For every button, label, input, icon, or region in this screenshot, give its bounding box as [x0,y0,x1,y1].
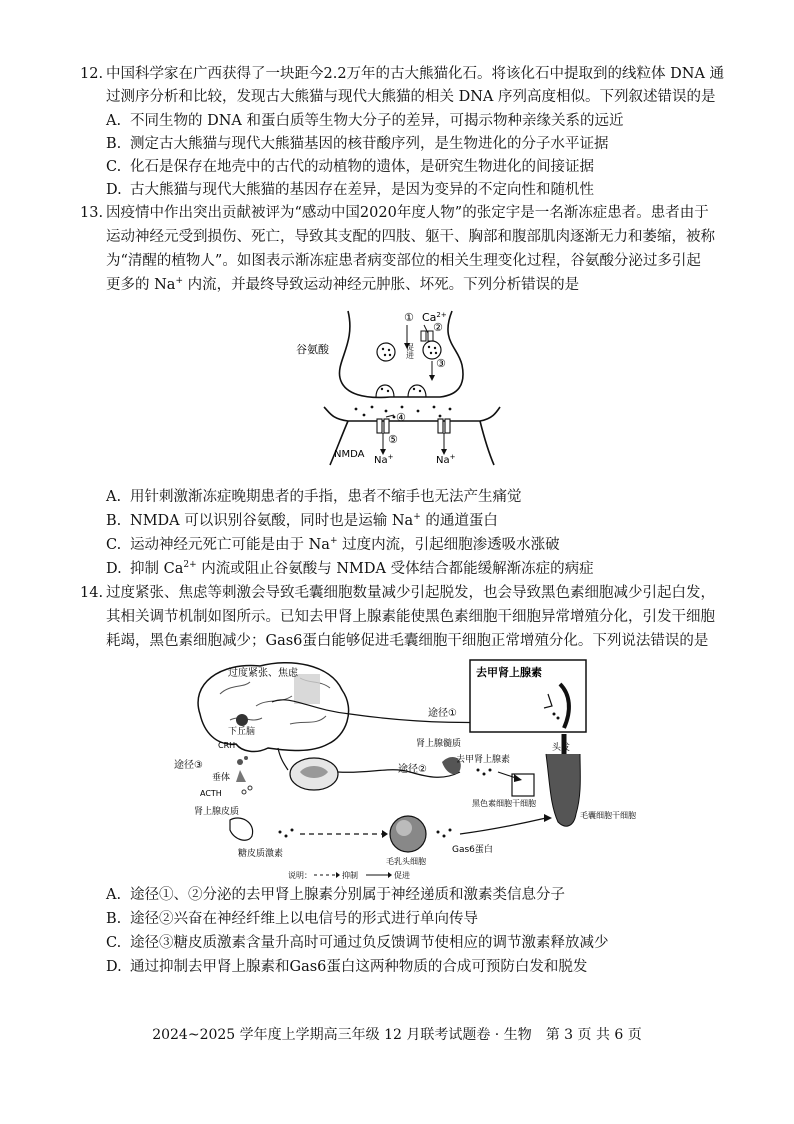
legend-inhibit: 抑制 [342,871,358,880]
option-text: 运动神经元死亡可能是由于 Na [130,537,330,553]
option-key: A. [106,887,122,903]
na-charge: + [449,453,456,461]
q13-stem-line-2: 运动神经元受到损伤、死亡，导致其支配的四肢、躯干、胸部和腹部肌肉逐渐无力和萎缩，被称 [106,229,715,245]
option-text: 途径②兴奋在神经纤维上以电信号的形式进行单向传导 [130,911,478,927]
option-key: B. [106,513,122,529]
option-key: B. [106,911,122,927]
receptor [438,419,443,433]
hypothalamus-icon [236,714,248,726]
q13-option-b [106,511,498,531]
follicle-stem-label: 毛囊细胞干细胞 [580,811,636,820]
q12-option-a [106,111,624,131]
superscript: + [413,512,421,523]
option-key: A. [106,113,122,129]
option-key: C. [106,935,122,951]
route3-label: 途径③ [174,760,203,771]
q13-option-a [106,487,522,507]
adrenal-cortex-icon [230,818,253,840]
na-label-1 [374,453,394,466]
superscript: 2+ [183,560,197,571]
superscript: + [329,536,338,547]
hypothalamus-label: 下丘脑 [228,727,256,737]
hair-regulation-figure [160,654,640,884]
option-text: NMDA 可以识别谷氨酸，同时也是运输 Na [130,513,414,529]
q14-stem-line-2: 其相关调节机制如图所示。已知去甲肾上腺素能使黑色素细胞干细胞异常增殖分化，引发干细胞 [106,609,715,625]
stress-label: 过度紧张、焦虑 [228,668,298,679]
q14-option-b [106,909,478,929]
inset-title: 去甲肾上腺素 [476,666,542,679]
na-label-2 [436,453,456,466]
option-key: D. [106,182,122,198]
option-key: C. [106,537,122,553]
option-key: D. [106,959,122,975]
hair-label: 头发 [552,743,571,753]
legend-promote: 促进 [394,871,410,880]
label-5: ⑤ [388,433,398,446]
q12-stem-line-1: 中国科学家在广西获得了一块距今2.2万年的古大熊猫化石。将该化石中提取到的线粒体 DNA 通 [106,66,725,82]
option-text: 过度内流，引起细胞渗透吸水涨破 [337,537,560,553]
q12-option-c [106,157,594,177]
pituitary-icon [236,770,246,782]
label-2: ② [433,321,443,334]
option-key: B. [106,136,122,152]
label-3: ③ [436,357,446,370]
option-text: 通过抑制去甲肾上腺素和Gas6蛋白这两种物质的合成可预防白发和脱发 [130,959,588,975]
option-text: 途径①、②分泌的去甲肾上腺素分别属于神经递质和激素类信息分子 [130,887,565,903]
glucocorticoid-label: 糖皮质激素 [238,849,284,859]
label-4: ④ [396,411,406,424]
option-text: 测定古大熊猫与现代大熊猫基因的核苷酸序列，是生物进化的分子水平证据 [130,136,609,152]
q12-stem-line-2: 过测序分析和比较，发现古大熊猫与现代大熊猫的相关 DNA 序列高度相似。下列叙述错误的是 [106,89,716,105]
option-key: D. [106,561,122,577]
adrenal-medulla-label: 肾上腺髓质 [416,739,462,749]
route2-label: 途径② [398,764,427,775]
ca-symbol: Ca [422,311,437,324]
crh-label: CRH [218,741,236,750]
option-text: 不同生物的 DNA 和蛋白质等生物大分子的差异，可揭示物种亲缘关系的远近 [130,113,624,129]
option-key: A. [106,489,122,505]
option-text: 用针刺激渐冻症晚期患者的手指，患者不缩手也无法产生痛觉 [130,489,522,505]
q12-option-b [106,134,609,154]
postsynaptic-membrane [324,407,500,421]
superscript: + [175,276,183,287]
page-footer: 2024~2025 学年度上学期高三年级 12 月联考试题卷 · 生物 第 3 页 共 6 页 [152,1027,642,1043]
q14-stem-line-1: 过度紧张、焦虑等刺激会导致毛囊细胞数量减少引起脱发，也会导致黑色素细胞减少引起白发， [106,585,715,601]
hair-follicle-icon [546,754,580,826]
option-text: 内流或阻止谷氨酸与 NMDA 受体结合都能缓解渐冻症的病症 [196,561,594,577]
promote-label: 促进 [405,343,415,359]
q13-option-c [106,535,560,555]
q12-number: 12. [80,66,104,82]
option-text: 的通道蛋白 [420,513,498,529]
text: 更多的 Na [106,277,176,293]
q12-option-d [106,180,594,200]
synapse-figure [290,303,510,473]
q14-stem-line-3: 耗竭，黑色素细胞减少；Gas6蛋白能够促进毛囊细胞干细胞正常增殖分化。下列说法错误的是 [106,633,709,649]
label-1: ① [404,311,414,324]
route1-label: 途径① [428,708,457,719]
na-symbol: Na [374,455,388,466]
glutamate-label: 谷氨酸 [296,343,329,356]
q14-option-d [106,957,587,977]
q14-number: 14. [80,585,104,601]
option-text: 途径③糖皮质激素含量升高时可通过负反馈调节使相应的调节激素释放减少 [130,935,609,951]
na-charge: + [387,453,394,461]
norepinephrine-label: 去甲肾上腺素 [456,755,511,765]
pituitary-label: 垂体 [212,773,231,783]
dermal-papilla-label: 毛乳头细胞 [386,857,426,866]
option-text: 抑制 Ca [130,561,184,577]
presynaptic-membrane [339,311,463,397]
option-text: 化石是保存在地壳中的古代的动植物的遗体，是研究生物进化的间接证据 [130,159,594,175]
melanocyte-stem-label: 黑色素细胞干细胞 [472,799,536,808]
nmda-label: NMDA [334,449,365,460]
q13-stem-line-4 [106,275,579,295]
q13-stem-line-3: 为“清醒的植物人”。如图表示渐冻症患者病变部位的相关生理变化过程，谷氨酸分泌过多引起 [106,253,701,269]
text: 内流，并最终导致运动神经元肿胀、坏死。下列分析错误的是 [183,277,580,293]
acth-label: ACTH [200,789,222,798]
q13-option-d [106,559,594,579]
nmda-receptor [377,419,382,433]
legend-prefix: 说明： [288,871,312,880]
vesicle [377,343,395,361]
adrenal-cortex-label: 肾上腺皮质 [194,807,240,817]
option-text: 古大熊猫与现代大熊猫的基因存在差异，是因为变异的不定向性和随机性 [130,182,594,198]
q13-number: 13. [80,205,104,221]
q14-option-a [106,885,565,905]
q14-option-c [106,933,609,953]
gas6-label: Gas6蛋白 [452,845,493,855]
option-key: C. [106,159,122,175]
na-symbol: Na [436,455,450,466]
q13-stem-line-1: 因疫情中作出突出贡献被评为“感动中国2020年度人物”的张定宇是一名渐冻症患者。患者由于 [106,205,709,221]
ca-charge: 2+ [436,311,447,319]
